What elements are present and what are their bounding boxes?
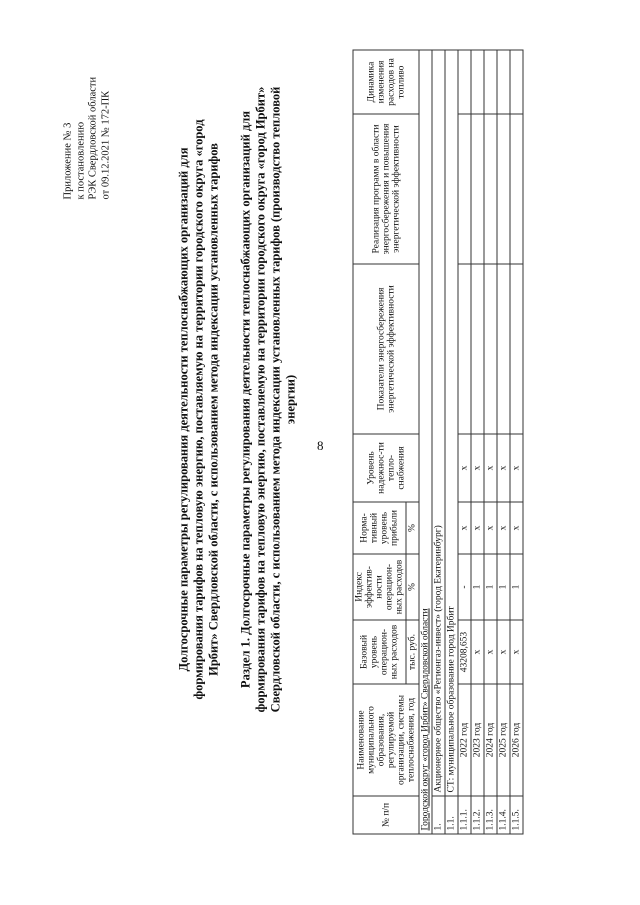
table-row — [497, 50, 510, 834]
row-dynamics — [458, 50, 471, 114]
row-energy — [510, 264, 523, 434]
header-row — [353, 50, 406, 834]
row-base: х — [471, 620, 484, 684]
row-year: 2025 год — [497, 684, 510, 796]
appendix-block — [63, 40, 113, 200]
unit-base: тыс. руб. — [406, 620, 419, 684]
mun-label: СТ: муниципальное образование город Ирбит — [445, 50, 458, 796]
row-num: 1.1.3. — [484, 796, 497, 834]
unit-index: % — [406, 554, 419, 620]
row-reliability: х — [471, 434, 484, 502]
row-year: 2026 год — [510, 684, 523, 796]
header-num: № п/п — [353, 796, 419, 834]
row-energy — [497, 264, 510, 434]
parameters-table — [353, 50, 524, 835]
row-index: 1 — [471, 554, 484, 620]
row-index: 1 — [484, 554, 497, 620]
row-base: х — [484, 620, 497, 684]
row-index: 1 — [497, 554, 510, 620]
row-num: 1.1.4. — [497, 796, 510, 834]
row-reliability: х — [484, 434, 497, 502]
row-norm: х — [497, 502, 510, 554]
header-reliability: Уровень надежнос-ти тепло-снабжения — [353, 434, 419, 502]
mun-row — [445, 50, 458, 834]
document-title: Долгосрочные параметры регулирования деятельности теплоснабжающих организаций для формирования тарифов на тепловую энергию, поставляемую на территории городского округа «город Ирбит» Свердловской области, с использованием метода индексации установленных тарифов — [176, 119, 221, 700]
org-row — [432, 50, 445, 834]
table-row — [458, 50, 471, 834]
row-base: 43208,653 — [458, 620, 471, 684]
mun-num: 1.1. — [445, 796, 458, 834]
row-year: 2023 год — [471, 684, 484, 796]
row-dynamics — [497, 50, 510, 114]
header-base: Базовый уровень операцион-ных расходов — [353, 620, 406, 684]
header-name: Наименование муниципального образования, регулируемой организации, системы теплоснабжения, год — [353, 684, 419, 796]
row-dynamics — [484, 50, 497, 114]
row-energy — [471, 264, 484, 434]
row-programs — [497, 114, 510, 264]
row-energy — [458, 264, 471, 434]
appendix-line: к постановлению — [75, 121, 86, 200]
row-num: 1.1.5. — [510, 796, 523, 834]
row-norm: х — [510, 502, 523, 554]
row-year: 2022 год — [458, 684, 471, 796]
header-index: Индекс эффектив-ности операцион-ных расходов — [353, 554, 406, 620]
table-row — [510, 50, 523, 834]
page-number: 8 — [317, 438, 324, 453]
row-index: 1 — [510, 554, 523, 620]
appendix-line: РЭК Свердловской области — [87, 76, 99, 200]
appendix-line: от 09.12.2021 № 172-ПК — [100, 90, 111, 200]
row-year: 2024 год — [484, 684, 497, 796]
row-reliability: х — [497, 434, 510, 502]
row-energy — [484, 264, 497, 434]
rotated-page-content — [1, 0, 640, 905]
row-norm: х — [471, 502, 484, 554]
row-reliability: х — [458, 434, 471, 502]
row-num: 1.1.1. — [458, 796, 471, 834]
unit-norm: % — [406, 502, 419, 554]
header-norm: Норма-тивный уровень прибыли — [353, 502, 406, 554]
header-dynamics: Динамика изменения расходов на топливо — [353, 50, 419, 114]
table-row — [471, 50, 484, 834]
row-norm: х — [458, 502, 471, 554]
row-programs — [510, 114, 523, 264]
section-row — [419, 50, 432, 834]
row-index: - — [458, 554, 471, 620]
row-programs — [458, 114, 471, 264]
org-label: Акционерное общество «Регионгаз-инвест» (город Екатеринбург) — [432, 50, 445, 796]
row-norm: х — [484, 502, 497, 554]
table-row — [484, 50, 497, 834]
org-num: 1. — [432, 796, 445, 834]
section-row-label: Городской округ «город Ирбит» Свердловской области — [419, 50, 432, 834]
row-programs — [484, 114, 497, 264]
row-dynamics — [510, 50, 523, 114]
row-dynamics — [471, 50, 484, 114]
row-base: х — [497, 620, 510, 684]
row-programs — [471, 114, 484, 264]
appendix-line: Приложение № 3 — [62, 122, 74, 200]
header-programs: Реализация программ в области энергосбережения и повышения энергетической эффективности — [353, 114, 419, 264]
row-num: 1.1.2. — [471, 796, 484, 834]
header-energy: Показатели энергосбережения энергетической эффективности — [353, 264, 419, 434]
row-reliability: х — [510, 434, 523, 502]
section-title: Раздел 1. Долгосрочные параметры регулирования деятельности теплоснабжающих организаций для формирования тарифов на тепловую энергию, поставляемую на территории городского округа «город Ирбит» Свердловской области, с использованием метода индексации установленных тарифов (производство тепловой энергии) — [238, 86, 298, 713]
row-base: х — [510, 620, 523, 684]
